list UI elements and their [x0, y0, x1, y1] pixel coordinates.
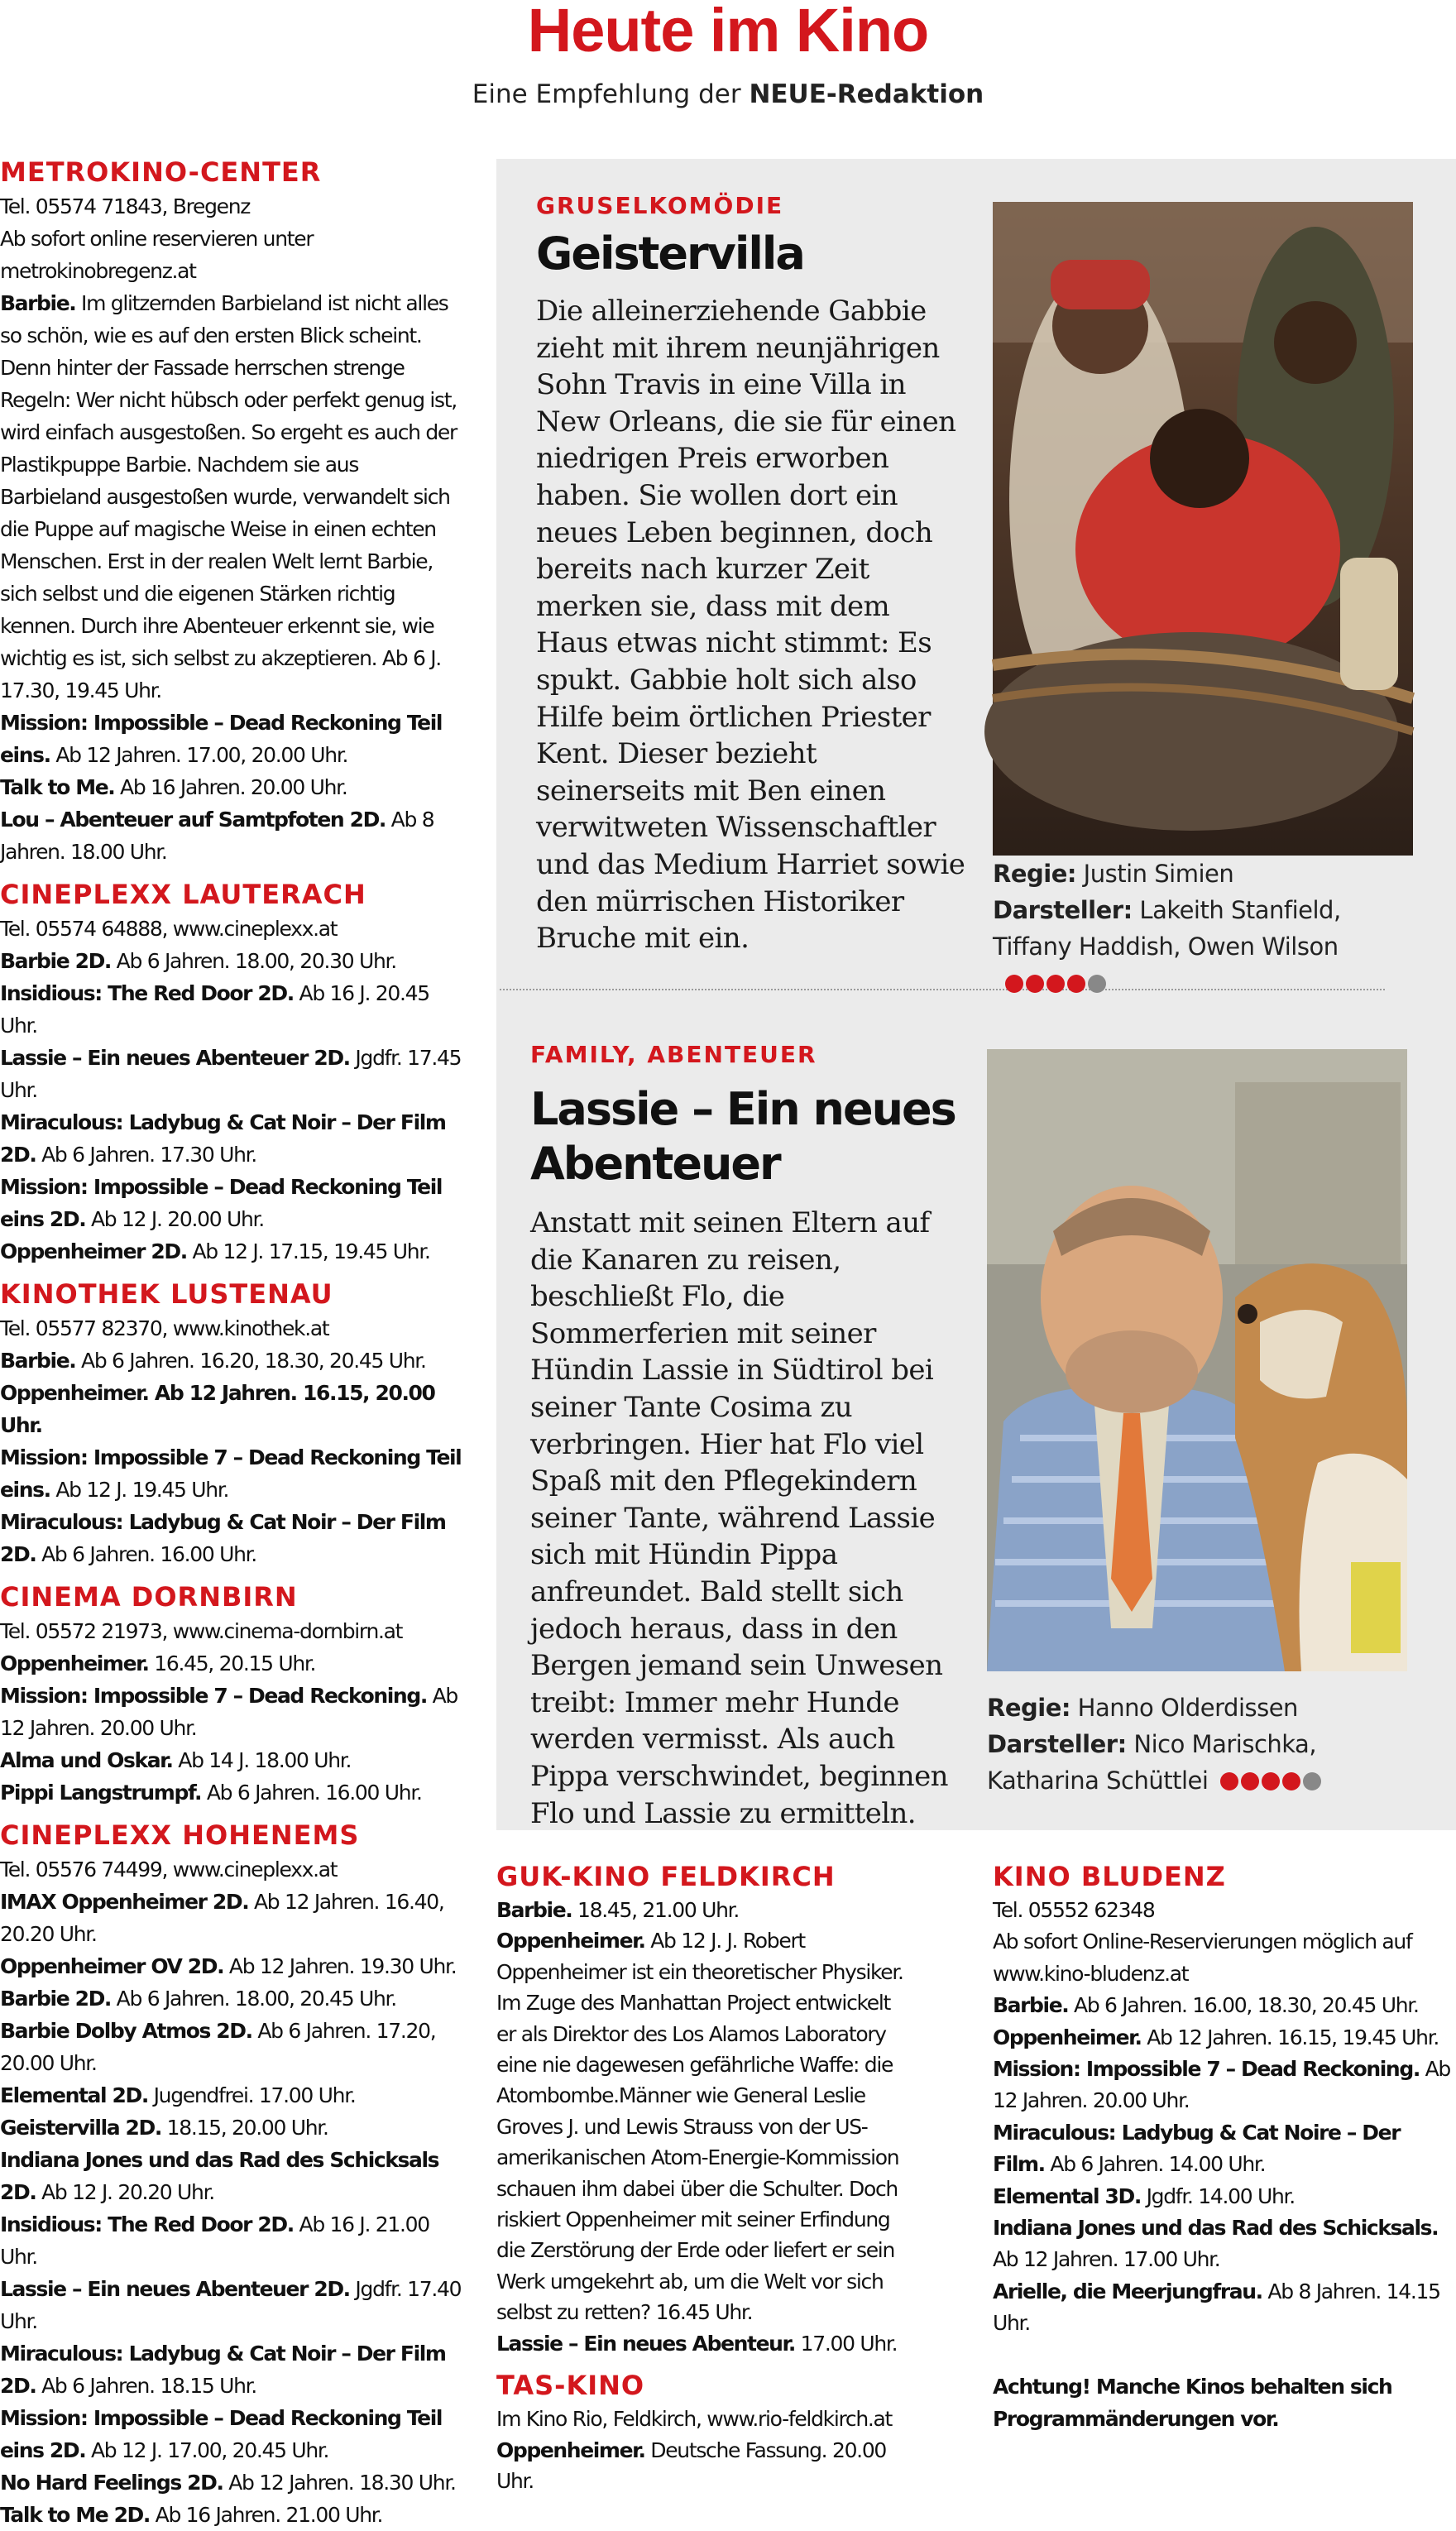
- film-title: Elemental 2D.: [0, 2083, 148, 2107]
- feature1-darsteller: [993, 892, 1423, 1003]
- listing-line: [0, 2466, 463, 2499]
- cinema-name: CINEPLEXX LAUTERACH: [0, 879, 366, 910]
- film-title: Lassie – Ein neues Abenteuer 2D.: [0, 1046, 350, 1070]
- cinema-name: GUK-KINO FELDKIRCH: [496, 1861, 836, 1892]
- cinema-name: CINEMA DORNBIRN: [0, 1581, 298, 1613]
- film-title: Indiana Jones und das Rad des Schicksals 2D.: [0, 2148, 439, 2204]
- film-title: Elemental 3D.: [993, 2183, 1141, 2208]
- film-title: Pippi Langstrumpf.: [0, 1781, 202, 1805]
- film-title: Mission: Impossible – Dead Reckoning Teil eins 2D.: [0, 1175, 443, 1231]
- listing-detail: Ab 14 J. 18.00 Uhr.: [172, 1748, 352, 1772]
- feature2-genre: FAMILY, ABENTEUER: [530, 1041, 817, 1068]
- feature2-darsteller: [987, 1726, 1417, 1800]
- rating-dot-filled: [1220, 1772, 1238, 1790]
- film-title: Barbie 2D.: [0, 949, 112, 973]
- film-title: Barbie.: [0, 1349, 76, 1373]
- listing-line: [0, 2208, 463, 2273]
- listing-detail: Tel. 05572 21973, www.cinema-dornbirn.at: [0, 1619, 403, 1643]
- listing-detail: Tel. 05574 64888, www.cineplexx.at: [0, 917, 338, 941]
- listing-detail: Ab sofort online reservieren unter metrokinobregenz.at: [0, 227, 314, 283]
- regie-label: Regie:: [993, 860, 1076, 888]
- left-cinema-column: [0, 154, 463, 2531]
- feature1-genre: GRUSELKOMÖDIE: [536, 192, 784, 219]
- film-title: Oppenheimer.: [993, 2025, 1142, 2049]
- listing-detail: Ab 6 Jahren. 18.00, 20.30 Uhr.: [111, 949, 396, 973]
- listing-line: [0, 1312, 463, 1345]
- darsteller-label: Darsteller:: [987, 1730, 1127, 1758]
- listing-detail: 18.45, 21.00 Uhr.: [572, 1898, 739, 1922]
- film-title: Insidious: The Red Door 2D.: [0, 2212, 294, 2236]
- film-title: Miraculous: Ladybug & Cat Noire – Der Film.: [993, 2120, 1401, 2177]
- listing-detail: Ab 6 Jahren. 16.00, 18.30, 20.45 Uhr.: [1068, 1993, 1419, 2018]
- cinema-name: KINO BLUDENZ: [993, 1861, 1226, 1892]
- listing-detail: Ab 12 J. J. Robert Oppenheimer ist ein theoretischer Physiker. Im Zuge des Manhattan Project entwickelt er als Direktor des Los Alamos Laboratory eine nie dagewesen gefährliche Waffe: die Atombombe.Männer wie General Leslie Groves J. und Lewis Strauss von der US-amerikanischen Atom-Energie-Kommission schauen ihm dabei über die Schulter. Doch riskiert Oppenheimer mit seiner Erfindung die Zerstörung der Erde oder liefert er sein Werk umgekehrt ab, um die Welt vor sich selbst zu retten? 16.45 Uhr.: [496, 1929, 903, 2325]
- listing-line: [993, 2276, 1456, 2340]
- listing-detail: Ab 16 Jahren. 20.00 Uhr.: [114, 775, 347, 799]
- page-title: Heute im Kino: [527, 0, 929, 65]
- film-title: Alma und Oskar.: [0, 1748, 173, 1772]
- listing-detail: Ab 6 Jahren. 14.00 Uhr.: [1044, 2152, 1266, 2177]
- film-title: Lou – Abenteuer auf Samtpfoten 2D.: [0, 808, 386, 832]
- cinema-name: METROKINO-CENTER: [0, 156, 322, 188]
- listing-line: [993, 2181, 1456, 2212]
- listing-line: [0, 2499, 463, 2531]
- listing-line: [0, 2337, 463, 2402]
- listing-line: [993, 2212, 1456, 2276]
- listing-line: [0, 1377, 463, 1441]
- listing-detail: Ab 12 Jahren. 20.00 Uhr.: [0, 1684, 457, 1740]
- regie-label: Regie:: [987, 1694, 1070, 1722]
- darsteller-value: Lakeith Stanfield, Tiffany Haddish, Owen Wilson: [993, 896, 1341, 961]
- feature2-rating: [1218, 1764, 1321, 1800]
- listing-detail: Ab 12 J. 20.20 Uhr.: [36, 2180, 214, 2204]
- listing-line: [0, 1441, 463, 1506]
- film-title: Miraculous: Ladybug & Cat Noir – Der Film 2D.: [0, 2342, 446, 2398]
- listing-detail: Jgdfr. 17.40 Uhr.: [0, 2277, 462, 2333]
- film-title: Barbie.: [993, 1993, 1069, 2018]
- listing-detail: Tel. 05552 62348: [993, 1898, 1155, 1922]
- listing-line: [0, 287, 463, 707]
- listing-line: [0, 1982, 463, 2015]
- film-title: Mission: Impossible – Dead Reckoning Teil eins.: [0, 711, 443, 767]
- film-title: Indiana Jones und das Rad des Schicksals.: [993, 2216, 1439, 2241]
- film-title: Lassie – Ein neues Abenteuer 2D.: [0, 2277, 350, 2301]
- listing-line: [0, 2079, 463, 2112]
- listing-line: [993, 2117, 1456, 2181]
- listing-line: [0, 190, 463, 223]
- listing-line: [993, 2371, 1456, 2435]
- rating-dot-filled: [1262, 1772, 1280, 1790]
- listing-detail: Ab 12 J. 19.45 Uhr.: [50, 1478, 229, 1502]
- listing-line: [0, 913, 463, 945]
- film-title: Insidious: The Red Door 2D.: [0, 981, 294, 1005]
- film-title: Barbie Dolby Atmos 2D.: [0, 2019, 252, 2043]
- listing-line: [496, 1925, 910, 2327]
- listing-line: [0, 1776, 463, 1809]
- listing-detail: Im Kino Rio, Feldkirch, www.rio-feldkirch.at: [496, 2407, 893, 2432]
- listing-detail: 16.45, 20.15 Uhr.: [148, 1651, 316, 1675]
- listing-line: [993, 2054, 1456, 2117]
- feature1-text: Die alleinerziehende Gabbie zieht mit ihrem neunjährigen Sohn Travis in eine Villa in New Orleans, die sie für einen niedrigen Preis erworben haben. Sie wollen dort ein neues Leben beginnen, doch bereits nach kurzer Zeit merken sie, dass mit dem Haus etwas nicht stimmt: Es spukt. Gabbie holt sich also Hilfe beim örtlichen Priester Kent. Dieser bezieht seinerseits mit Ben einen verwitweten Wissenschaftler und das Medium Harriet sowie den mürrischen Historiker Bruche mit ein.: [536, 295, 965, 956]
- listing-line: [0, 1647, 463, 1680]
- film-title: Barbie 2D.: [0, 1987, 112, 2011]
- listing-line: [0, 2144, 463, 2208]
- listing-detail: 17.00 Uhr.: [795, 2331, 898, 2356]
- listing-detail: 18.15, 20.00 Uhr.: [160, 2116, 328, 2140]
- darsteller-label: Darsteller:: [993, 896, 1133, 924]
- film-title: Talk to Me.: [0, 775, 115, 799]
- listing-detail: Tel. 05577 82370, www.kinothek.at: [0, 1316, 329, 1340]
- film-title: IMAX Oppenheimer 2D.: [0, 1890, 249, 1914]
- film-title: Oppenheimer.: [0, 1651, 149, 1675]
- listing-line: [0, 1042, 463, 1106]
- feature2-title: [530, 1082, 956, 1191]
- listing-detail: Tel. 05576 74499, www.cineplexx.at: [0, 1858, 338, 1881]
- listing-line: [0, 1950, 463, 1982]
- listing-line: [993, 2340, 1456, 2371]
- listing-line: [993, 2022, 1456, 2054]
- listing-detail: Deutsche Fassung. 20.00 Uhr.: [496, 2438, 887, 2493]
- rating-dot-filled: [1005, 975, 1023, 993]
- rating-dot-empty: [1088, 975, 1106, 993]
- listing-detail: Ab 12 Jahren. 17.00, 20.00 Uhr.: [50, 743, 348, 767]
- listing-detail: Ab 6 Jahren. 17.30 Uhr.: [36, 1143, 256, 1167]
- listing-detail: Ab 6 Jahren. 16.00 Uhr.: [36, 1542, 256, 1566]
- film-title: Oppenheimer.: [496, 2438, 645, 2462]
- listing-detail: Ab 12 J. 20.00 Uhr.: [85, 1207, 264, 1231]
- listing-detail: Ab 12 Jahren. 16.40, 20.20 Uhr.: [0, 1890, 444, 1946]
- listing-detail: Jgdfr. 14.00 Uhr.: [1140, 2183, 1295, 2208]
- listing-detail: Ab 12 J. 17.15, 19.45 Uhr.: [186, 1239, 430, 1263]
- listing-line: [993, 1926, 1456, 1990]
- film-title: Oppenheimer 2D.: [0, 1239, 187, 1263]
- film-title: No Hard Feelings 2D.: [0, 2471, 223, 2495]
- rating-dot-filled: [1282, 1772, 1300, 1790]
- darsteller-value: Nico Marischka, Katharina Schüttlei: [987, 1730, 1317, 1795]
- film-title: Arielle, die Meerjungfrau.: [993, 2279, 1262, 2303]
- listing-line: [0, 945, 463, 977]
- listing-line: [993, 1990, 1456, 2021]
- film-title: Miraculous: Ladybug & Cat Noir – Der Film 2D.: [0, 1510, 446, 1566]
- listing-line: [0, 1171, 463, 1235]
- listing-detail: Ab 6 Jahren. 18.15 Uhr.: [36, 2374, 256, 2398]
- listing-line: [0, 707, 463, 771]
- feature1-regie: [993, 856, 1423, 892]
- film-title: Geistervilla 2D.: [0, 2116, 161, 2140]
- rating-dot-filled: [1241, 1772, 1259, 1790]
- listing-line: [496, 2328, 910, 2359]
- cinema-name: TAS-KINO: [496, 2370, 645, 2402]
- listing-detail: Ab 12 Jahren. 20.00 Uhr.: [993, 2057, 1450, 2113]
- listing-detail: Ab 6 Jahren. 18.00, 20.45 Uhr.: [111, 1987, 396, 2011]
- subtitle-prefix: Eine Empfehlung der: [472, 79, 750, 109]
- listing-detail: Im glitzernden Barbieland ist nicht alles so schön, wie es auf den ersten Blick scheint. Denn hinter der Fassade herrschen strenge Regeln: Wer nicht hübsch oder perfekt genug ist, wird einfach ausgestoßen. So ergeht es auch der Plastikpuppe Barbie. Nachdem sie aus Barbieland ausgestoßen wurde, verwandelt sich die Puppe auf magische Weise in einen echten Menschen. Erst in der realen Welt lernt Barbie, sich selbst und die eigenen Stärken richtig kennen. Durch ihre Abenteuer erkennt sie, wie wichtig es ist, sich selbst zu akzeptieren. Ab 6 J. 17.30, 19.45 Uhr.: [0, 291, 457, 702]
- listing-line: [993, 1895, 1456, 1926]
- rating-dot-filled: [1026, 975, 1044, 993]
- film-title: Barbie.: [0, 291, 76, 315]
- listing-detail: Ab sofort Online-Reservierungen möglich auf www.kino-bludenz.at: [993, 1929, 1412, 1986]
- feature2-title-line1: Lassie – Ein neues: [530, 1083, 956, 1135]
- bottom-right-cinema-column: [993, 1858, 1456, 2435]
- film-title: Mission: Impossible 7 – Dead Reckoning.: [0, 1684, 427, 1708]
- feature2-title-line2: Abenteuer: [530, 1138, 780, 1190]
- listing-detail: Ab 12 Jahren. 16.15, 19.45 Uhr.: [1141, 2025, 1439, 2049]
- film-title: Achtung! Manche Kinos behalten sich Programmänderungen vor.: [993, 2375, 1392, 2431]
- film-title: Miraculous: Ladybug & Cat Noir – Der Film 2D.: [0, 1110, 446, 1167]
- regie-value: Hanno Olderdissen: [1070, 1694, 1298, 1722]
- film-title: Mission: Impossible – Dead Reckoning Teil eins 2D.: [0, 2406, 443, 2462]
- listing-detail: Ab 6 Jahren. 16.20, 18.30, 20.45 Uhr.: [75, 1349, 426, 1373]
- cinema-name: CINEPLEXX HOHENEMS: [0, 1819, 360, 1851]
- listing-line: [496, 2404, 910, 2434]
- rating-dot-filled: [1067, 975, 1085, 993]
- listing-line: [0, 1744, 463, 1776]
- listing-detail: Ab 12 Jahren. 18.30 Uhr.: [223, 2471, 456, 2495]
- listing-line: [0, 771, 463, 803]
- film-title: Oppenheimer.: [496, 1929, 645, 1953]
- film-title: Talk to Me 2D.: [0, 2503, 151, 2527]
- listing-detail: Ab 12 Jahren. 19.30 Uhr.: [223, 1954, 457, 1978]
- listing-line: [496, 1895, 910, 1925]
- listing-line: [0, 1680, 463, 1744]
- listing-detail: Ab 6 Jahren. 17.20, 20.00 Uhr.: [0, 2019, 436, 2075]
- listing-line: [0, 803, 463, 868]
- listing-detail: Ab 8 Jahren. 14.15 Uhr.: [993, 2279, 1440, 2336]
- listing-line: [0, 1853, 463, 1886]
- cinema-name: KINOTHEK LUSTENAU: [0, 1278, 333, 1310]
- lassie-still-image: [987, 1049, 1407, 1671]
- rating-dot-filled: [1046, 975, 1065, 993]
- listing-detail: Ab 12 Jahren. 17.00 Uhr.: [993, 2247, 1220, 2272]
- listing-line: [0, 1506, 463, 1570]
- geistervilla-still-image: [993, 202, 1413, 856]
- film-title: Mission: Impossible 7 – Dead Reckoning.: [993, 2057, 1420, 2082]
- rating-dot-empty: [1303, 1772, 1321, 1790]
- listing-detail: Ab 12 J. 17.00, 20.45 Uhr.: [85, 2438, 329, 2462]
- listing-line: [0, 223, 463, 287]
- regie-value: Justin Simien: [1075, 860, 1234, 888]
- listing-line: [0, 2015, 463, 2079]
- feature1-rating: [1003, 966, 1106, 1003]
- page-subtitle: [0, 78, 1456, 111]
- bottom-middle-cinema-column: [496, 1858, 910, 2496]
- feature1-credits: [993, 856, 1423, 1003]
- listing-line: [0, 2273, 463, 2337]
- film-title: Mission: Impossible 7 – Dead Reckoning Teil eins.: [0, 1445, 462, 1502]
- listing-detail: Tel. 05574 71843, Bregenz: [0, 194, 251, 218]
- feature2-credits: [987, 1690, 1417, 1800]
- feature1-photo: [993, 202, 1413, 856]
- film-title: Oppenheimer. Ab 12 Jahren. 16.15, 20.00 Uhr.: [0, 1381, 435, 1437]
- listing-detail: Ab 8 Jahren. 18.00 Uhr.: [0, 808, 434, 864]
- listing-detail: Ab 16 Jahren. 21.00 Uhr.: [150, 2503, 383, 2527]
- listing-detail: Ab 6 Jahren. 16.00 Uhr.: [201, 1781, 422, 1805]
- listing-line: [0, 1345, 463, 1377]
- listing-line: [0, 1106, 463, 1171]
- listing-detail: Ab 16 J. 20.45 Uhr.: [0, 981, 429, 1038]
- listing-line: [0, 1615, 463, 1647]
- listing-line: [496, 2435, 910, 2497]
- feature2-photo: [987, 1049, 1407, 1671]
- film-title: Oppenheimer OV 2D.: [0, 1954, 224, 1978]
- listing-detail: Ab 16 J. 21.00 Uhr.: [0, 2212, 429, 2269]
- film-title: Barbie.: [496, 1898, 572, 1922]
- listing-line: [0, 1235, 463, 1268]
- listing-line: [0, 2402, 463, 2466]
- subtitle-bold: NEUE-Redaktion: [749, 79, 984, 109]
- listing-detail: Jgdfr. 17.45 Uhr.: [0, 1046, 462, 1102]
- listing-detail: Jugendfrei. 17.00 Uhr.: [147, 2083, 356, 2107]
- listing-line: [0, 2112, 463, 2144]
- film-title: Lassie – Ein neues Abenteur.: [496, 2331, 795, 2356]
- feature2-text: Anstatt mit seinen Eltern auf die Kanaren zu reisen, beschließt Flo, die Sommerferien mit seiner Hündin Lassie in Südtirol bei seiner Tante Cosima zu verbringen. Hier hat Flo viel Spaß mit den Pflegekindern seiner Tante, während Lassie sich mit Hündin Pippa anfreundet. Bald stellt sich jedoch heraus, dass in den Bergen jemand sein Unwesen treibt: Immer mehr Hunde werden vermisst. Als auch Pippa verschwindet, beginnen Flo und Lassie zu ermitteln.: [530, 1206, 948, 1830]
- feature1-title: Geistervilla: [536, 228, 804, 280]
- feature2-regie: [987, 1690, 1417, 1726]
- listing-line: [0, 977, 463, 1042]
- listing-line: [0, 1886, 463, 1950]
